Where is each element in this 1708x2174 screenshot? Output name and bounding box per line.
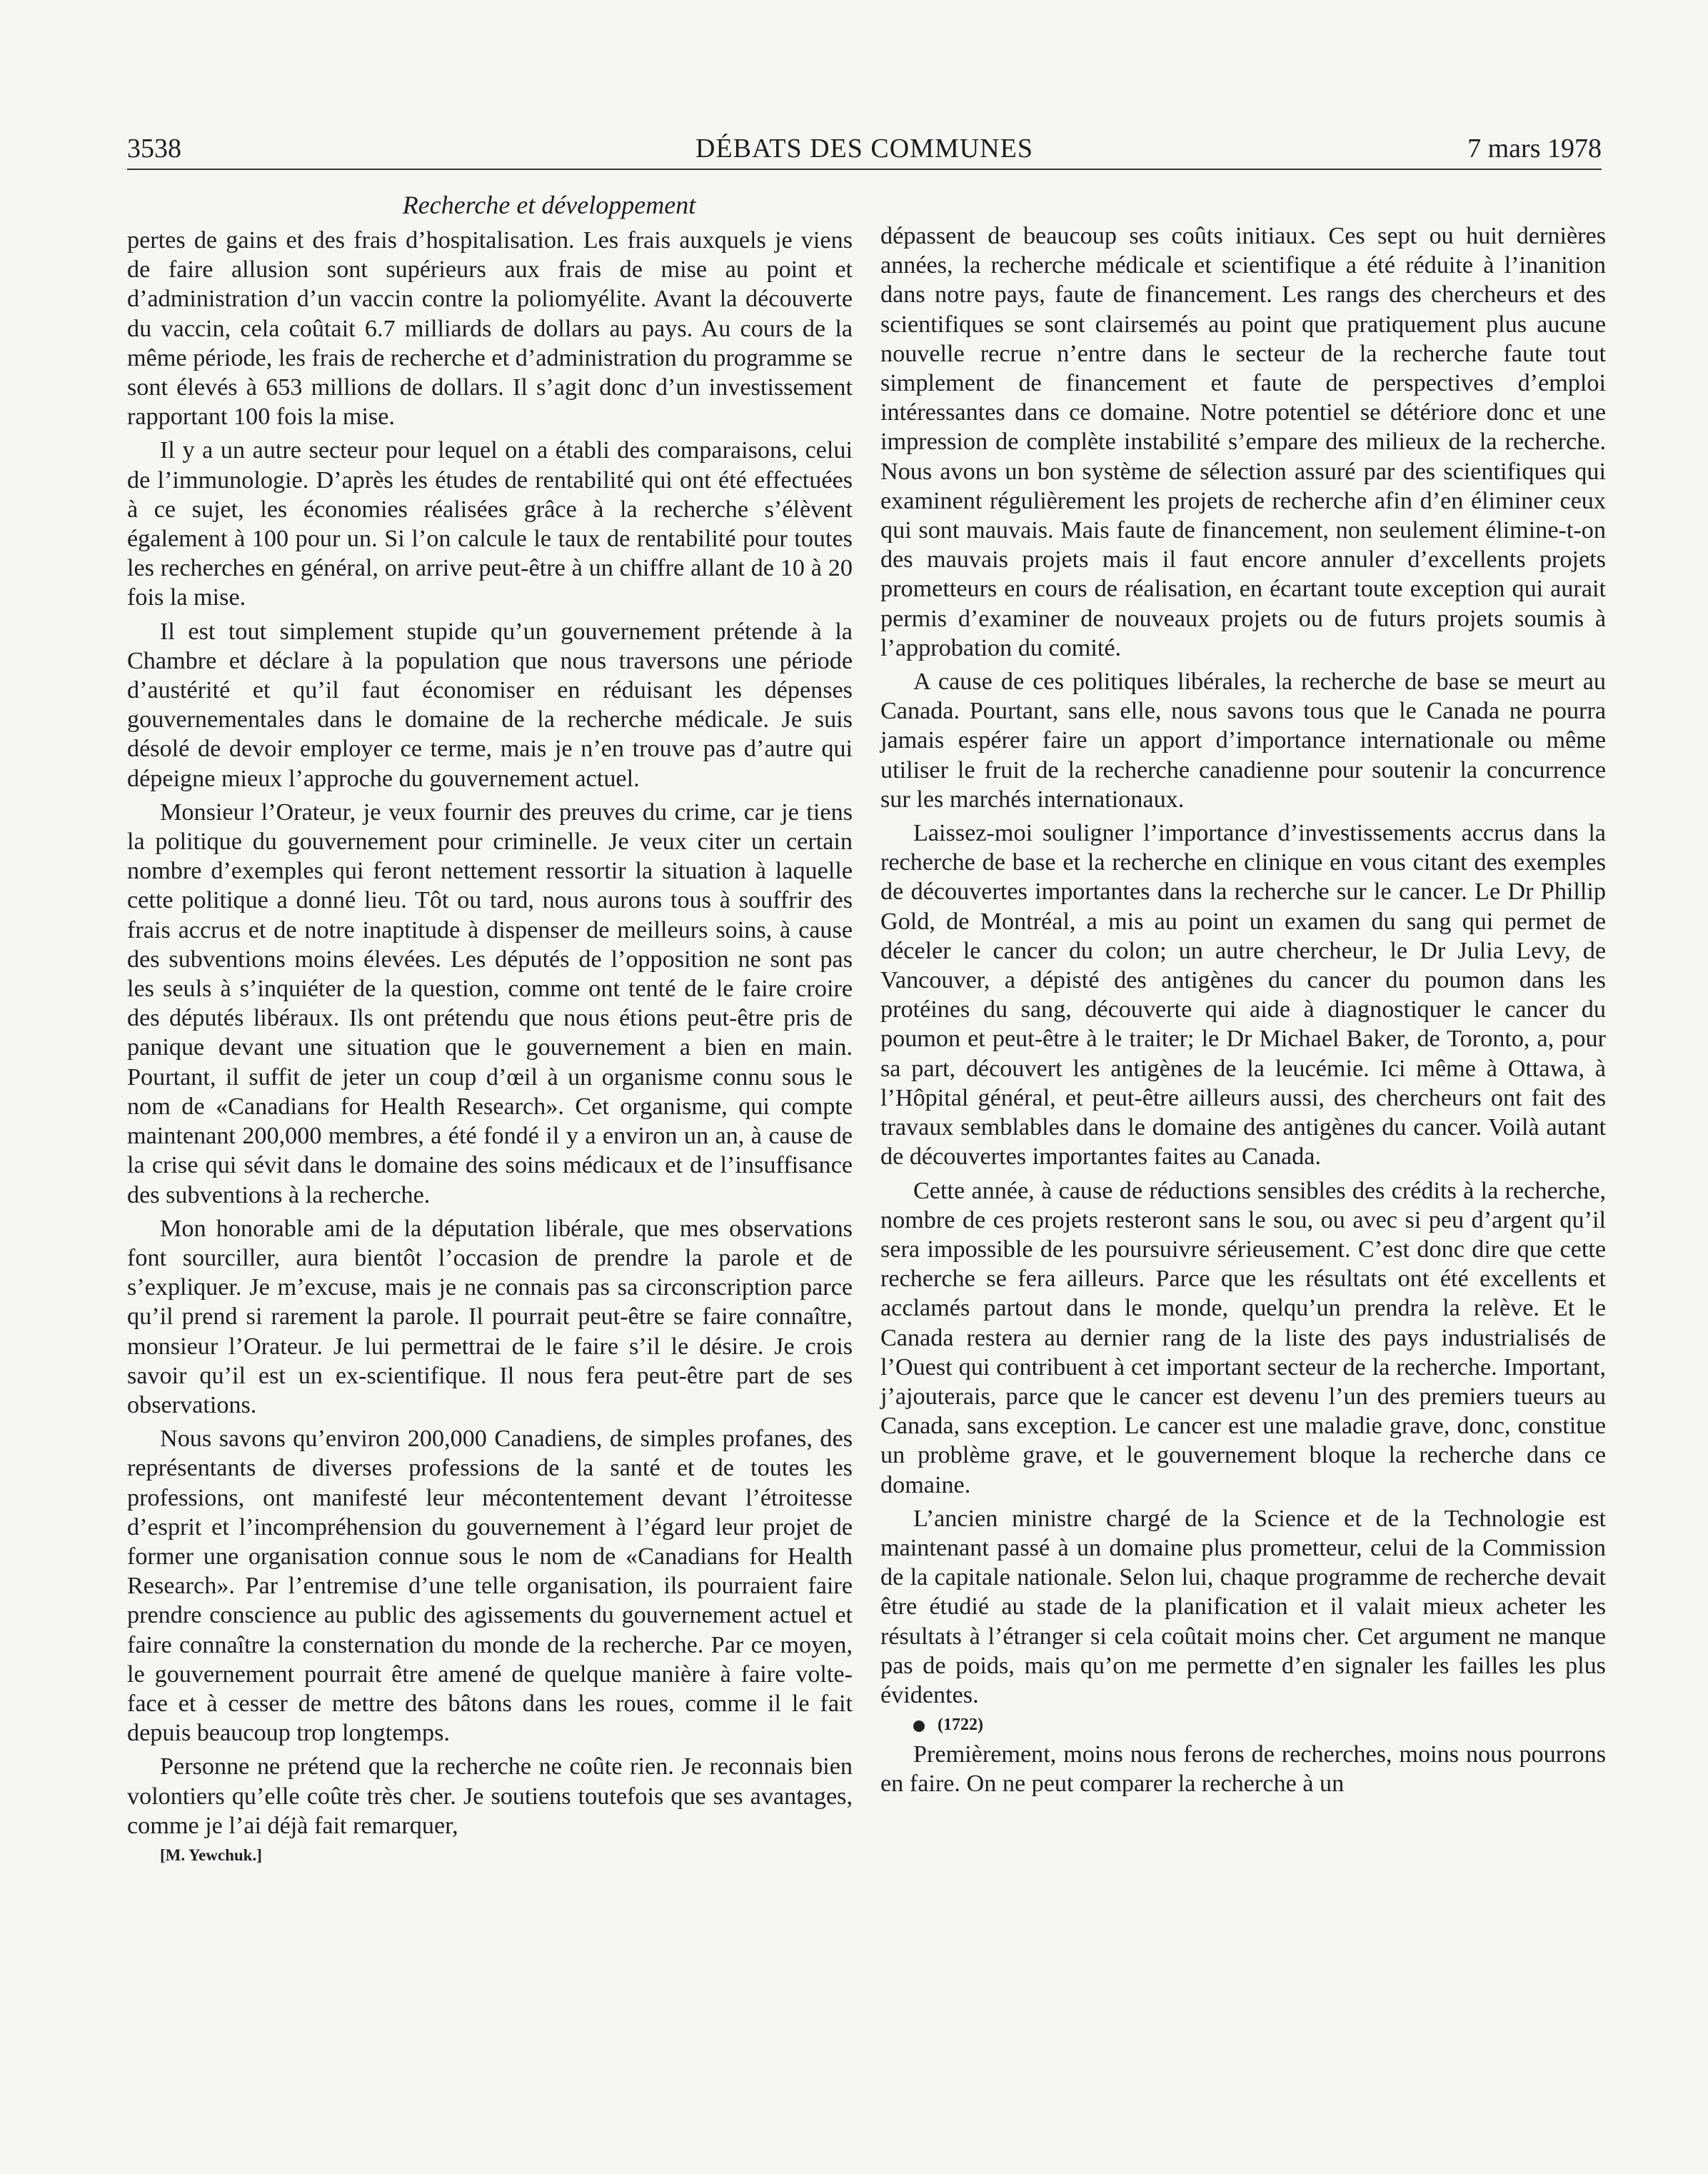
paragraph: Nous savons qu’environ 200,000 Canadiens, de simples profanes, des représentants de diverses professions de la santé et de toutes les professions, ont manifesté leur mécontentement devant l’étroitesse d’esprit et l’incompréhension du gouvernement à l’égard leur projet de former une organisation connue sous le nom de «Canadians for Health Research». Par l’entremise d’une telle organisation, ils pourraient faire prendre conscience au public des agissements du gouvernement actuel et faire connaître la consternation du monde de la recherche. Par ce moyen, le gouvernement pourrait être amené de quelque manière à faire volte-face et à cesser de mettre des bâtons dans les roues, comme il le fait depuis beaucoup trop longtemps. — [127, 1426, 853, 1747]
paragraph: Premièrement, moins nous ferons de recherches, moins nous pourrons en faire. On ne peut comparer la recherche à un — [880, 1741, 1606, 1798]
publication-title: DÉBATS DES COMMUNES — [695, 134, 1033, 164]
paragraph: dépassent de beaucoup ses coûts initiaux. Ces sept ou huit dernières années, la recherche médicale et scientifique a été réduite à l’inanition dans notre pays, faute de financement. Les rangs des chercheurs et des scientifiques se sont clairsemés au point que pratiquement plus aucune nouvelle recrue n’entre dans le secteur de la recherche faute tout simplement de financement et faute de perspectives d’emploi intéressantes dans ce domaine. Notre potentiel se détériore donc et une impression de complète instabilité s’empare des milieux de la recherche. Nous avons un bon système de sélection assuré par des scientifiques qui examinent régulièrement les projets de recherche afin d’en éliminer ceux qui sont mauvais. Mais faute de financement, non seulement élimine-t-on des mauvais projets mais il faut encore annuler d’excellents projets prometteurs en cours de réalisation, en écartant toute exception qui aurait permis d’examiner de nouveaux projets ou de futurs projets soumis à l’approbation du comité. — [880, 223, 1606, 661]
right-column — [880, 221, 1606, 1803]
paragraph: Personne ne prétend que la recherche ne coûte rien. Je reconnais bien volontiers qu’elle coûte très cher. Je soutiens toutefois que ses avantages, comme je l’ai déjà fait remarquer, — [127, 1753, 853, 1839]
time-marker-label: (1722) — [938, 1715, 983, 1735]
paragraph: Monsieur l’Orateur, je veux fournir des preuves du crime, car je tiens la politique du gouvernement pour criminelle. Je veux citer un certain nombre d’exemples qui feront nettement ressortir la situation à laquelle cette politique a donné lieu. Tôt ou tard, nous aurons tous à souffrir des frais accrus et de notre inaptitude à dispenser de meilleurs soins, à cause des subventions moins élevées. Les députés de l’opposition ne sont pas les seuls à s’inquiéter de la question, comme ont tenté de le faire croire des députés libéraux. Ils ont prétendu que nous étions peut-être pris de panique devant une situation que le gouvernement a bien en main. Pourtant, il suffit de jeter un coup d’œil à un organisme connu sous le nom de «Canadians for Health Research». Cet organisme, qui compte maintenant 200,000 membres, a été fondé il y a environ un an, à cause de la crise qui sévit dans le domaine des soins médicaux et de l’insuffisance des subventions à la recherche. — [127, 798, 853, 1208]
paragraph: Mon honorable ami de la députation libérale, que mes observations font sourciller, aura bientôt l’occasion de prendre la parole et de s’expliquer. Je m’excuse, mais je ne connais pas sa circonscription parce qu’il prend si rarement la parole. Il pourrait peut-être se faire connaître, monsieur l’Orateur. Je lui permettrai de le faire s’il le désire. Je crois savoir qu’il est un ex-scientifique. Il nous fera peut-être part de ses observations. — [127, 1215, 853, 1418]
paragraph: Il y a un autre secteur pour lequel on a établi des comparaisons, celui de l’immunologie. D’après les études de rentabilité qui ont été effectuées à ce sujet, les économies réalisées grâce à la recherche s’élèvent également à 100 pour un. Si l’on calcule le taux de rentabilité pour toutes les recherches en général, on arrive peut-être à un chiffre allant de 10 à 20 fois la mise. — [127, 437, 853, 611]
page-header — [127, 133, 1602, 170]
left-column — [127, 189, 853, 1870]
paragraph: A cause de ces politiques libérales, la recherche de base se meurt au Canada. Pourtant, sans elle, nous savons tous que le Canada ne pourra jamais espérer faire un apport d’importance internationale ou même utiliser le fruit de la recherche canadienne pour soutenir la concurrence sur les marchés internationaux. — [880, 668, 1606, 813]
bullet-icon — [913, 1720, 925, 1732]
paragraph: Il est tout simplement stupide qu’un gouvernement prétende à la Chambre et déclare à la population que nous traversons une période d’austérité et qu’il faut économiser en réduisant les dépenses gouvernementales dans le domaine de la recherche médicale. Je suis désolé de devoir employer ce terme, mais je n’en trouve pas d’autre qui dépeigne mieux l’approche du gouvernement actuel. — [127, 618, 853, 792]
paragraph: Laissez-moi souligner l’importance d’investissements accrus dans la recherche de base et la recherche en clinique en vous citant des exemples de découvertes importantes dans la recherche sur le cancer. Le Dr Phillip Gold, de Montréal, a mis au point un examen du sang qui permet de déceler le cancer du colon; un autre chercheur, le Dr Julia Levy, de Vancouver, a dépisté des antigènes du cancer du poumon dans les protéines du sang, découverte qui aide à diagnostiquer le cancer du poumon et peut-être à le traiter; le Dr Michael Baker, de Toronto, a, pour sa part, découvert les antigènes de la leucémie. Ici même à Ottawa, à l’Hôpital général, et peut-être ailleurs aussi, des chercheurs ont fait des travaux semblables dans le domaine des antigènes du cancer. Voilà autant de découvertes importantes faites au Canada. — [880, 820, 1606, 1171]
speaker-attribution: [M. Yewchuk.] — [160, 1845, 262, 1864]
page-number: 3538 — [127, 134, 181, 164]
time-marker — [880, 1714, 1606, 1735]
paragraph: Cette année, à cause de réductions sensibles des crédits à la recherche, nombre de ces projets resteront sans le sou, ou avec si peu d’argent qu’il sera impossible de les poursuivre sérieusement. C’est donc dire que cette recherche se fera ailleurs. Parce que les résultats ont été excellents et acclamés partout dans le monde, quelqu’un prendra la relève. Et le Canada restera au dernier rang de la liste des pays industrialisés de l’Ouest qui contribuent à cet important secteur de la recherche. Important, j’ajouterais, parce que le cancer est devenu l’un des premiers tueurs au Canada, sans exception. Le cancer est une maladie grave, donc, constitue un problème grave, et le gouvernement bloque la recherche dans ce domaine. — [880, 1177, 1606, 1498]
paragraph: L’ancien ministre chargé de la Science et de la Technologie est maintenant passé à un domaine plus prometteur, celui de la Commission de la capitale nationale. Selon lui, chaque programme de recherche devait être étudié au stade de la planification et il valait mieux acheter les résultats à l’étranger si cela coûtait moins cher. Cet argument ne manque pas de poids, mais qu’on me permette d’en signaler les failles les plus évidentes. — [880, 1505, 1606, 1708]
page-date: 7 mars 1978 — [1467, 134, 1602, 164]
paragraph: pertes de gains et des frais d’hospitalisation. Les frais auxquels je viens de faire allusion sont supérieurs aux frais de mise au point et d’administration d’un vaccin contre la poliomyélite. Avant la découverte du vaccin, cela coûtait 6.7 milliards de dollars au pays. Au cours de la même période, les frais de recherche et d’administration du programme se sont élevés à 653 millions de dollars. Il s’agit donc d’un investissement rapportant 100 fois la mise. — [127, 227, 853, 431]
section-title: Recherche et développement — [402, 191, 696, 219]
